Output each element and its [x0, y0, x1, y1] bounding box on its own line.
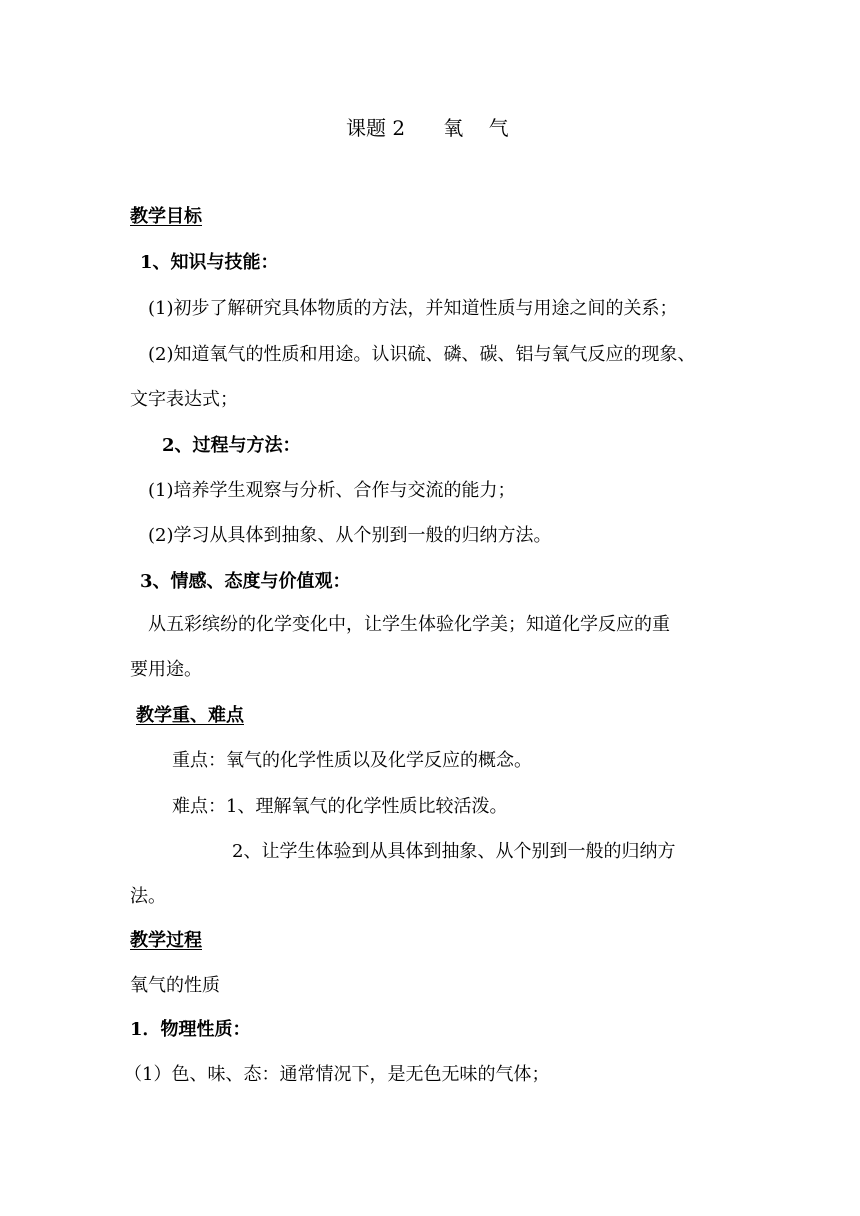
knowledge-label: 1、知识与技能：: [140, 252, 279, 273]
emotion-label: 3、情感、态度与价值观：: [140, 571, 351, 592]
physical-property-item-1: （1）色、味、态：通常情况下，是无色无味的气体；: [124, 1064, 550, 1085]
topic-oxygen-properties: 氧气的性质: [130, 975, 220, 996]
section-heading-goals: 教学目标: [130, 206, 202, 227]
emotion-text: 从五彩缤纷的化学变化中，让学生体验化学美；知道化学反应的重: [148, 614, 670, 635]
key-point-text: 重点：氧气的化学性质以及化学反应的概念。: [172, 750, 532, 771]
document-title: 课题 2 氧 气: [346, 116, 509, 140]
knowledge-item-2: (2)知道氧气的性质和用途。认识硫、磷、碳、铝与氧气反应的现象、: [148, 344, 696, 365]
difficulty-1-text: 难点：1、理解氧气的化学性质比较活泼。: [172, 796, 508, 817]
emotion-text-continued: 要用途。: [130, 659, 202, 680]
process-label: 2、过程与方法：: [162, 435, 301, 456]
section-heading-process: 教学过程: [130, 930, 202, 951]
physical-properties-label: 1．物理性质：: [130, 1019, 251, 1040]
knowledge-item-1: (1)初步了解研究具体物质的方法，并知道性质与用途之间的关系；: [148, 298, 678, 319]
process-item-1: (1)培养学生观察与分析、合作与交流的能力；: [148, 480, 516, 501]
section-heading-key-points: 教学重、难点: [136, 705, 244, 726]
knowledge-item-2-continued: 文字表达式；: [130, 389, 238, 410]
difficulty-2-text: 2、让学生体验到从具体到抽象、从个别到一般的归纳方: [232, 841, 676, 862]
process-item-2: (2)学习从具体到抽象、从个别到一般的归纳方法。: [148, 525, 552, 546]
difficulty-2-text-continued: 法。: [130, 886, 166, 907]
